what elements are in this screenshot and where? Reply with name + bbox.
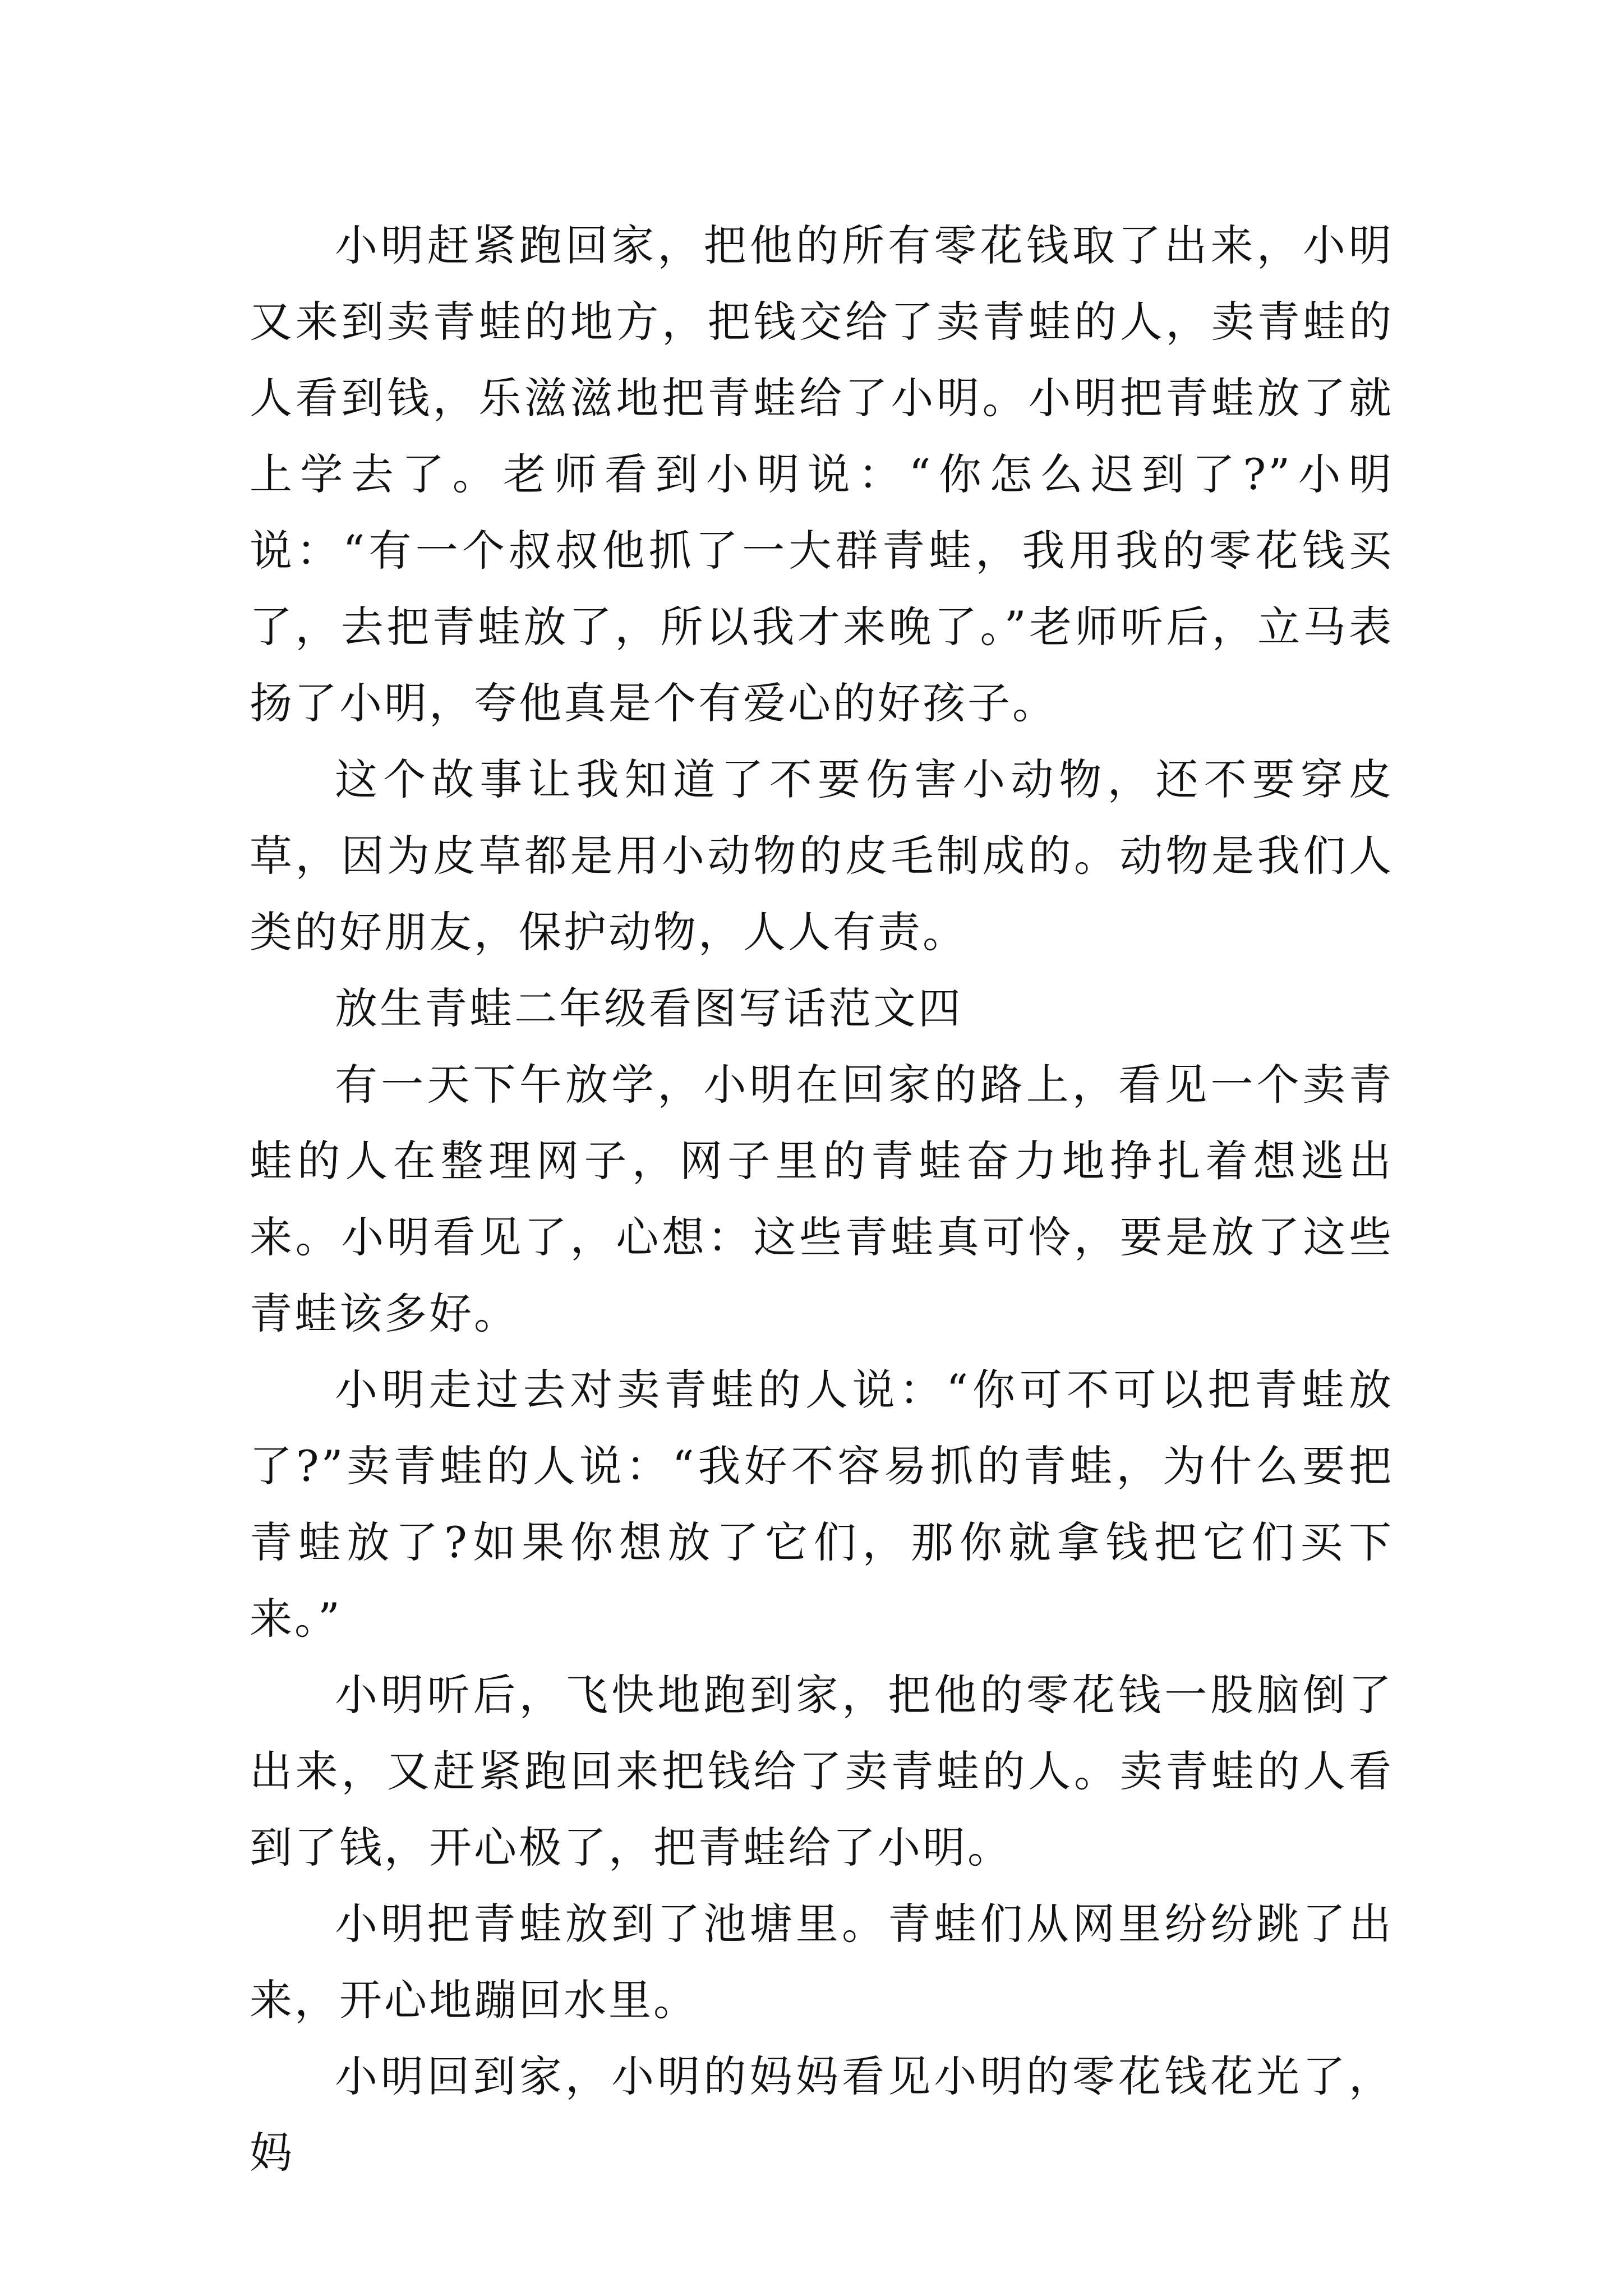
paragraph: 小明把青蛙放到了池塘里。青蛙们从网里纷纷跳了出来，开心地蹦回水里。 — [250, 1899, 1394, 2025]
body-text — [250, 208, 1394, 2191]
section-heading: 放生青蛙二年级看图写话范文四 — [335, 983, 963, 1033]
paragraph: 小明走过去对卖青蛙的人说：“你可不可以把青蛙放了?”卖青蛙的人说：“我好不容易抓的青蛙，为什么要把青蛙放了?如果你想放了它们，那你就拿钱把它们买下来。” — [250, 1365, 1394, 1644]
paragraph: 小明赶紧跑回家，把他的所有零花钱取了出来，小明又来到卖青蛙的地方，把钱交给了卖青蛙的人，卖青蛙的人看到钱，乐滋滋地把青蛙给了小明。小明把青蛙放了就上学去了。老师看到小明说：“你怎么迟到了?”小明说：“有一个叔叔他抓了一大群青蛙，我用我的零花钱买了，去把青蛙放了，所以我才来晚了。”老师听后，立马表扬了小明，夸他真是个有爱心的好孩子。 — [250, 220, 1394, 728]
paragraph: 这个故事让我知道了不要伤害小动物，还不要穿皮草，因为皮草都是用小动物的皮毛制成的。动物是我们人类的好朋友，保护动物，人人有责。 — [250, 754, 1394, 957]
paragraph: 有一天下午放学，小明在回家的路上，看见一个卖青蛙的人在整理网子，网子里的青蛙奋力地挣扎着想逃出来。小明看见了，心想：这些青蛙真可怜，要是放了这些青蛙该多好。 — [250, 1060, 1394, 1338]
paragraph: 小明回到家，小明的妈妈看见小明的零花钱花光了，妈 — [250, 2051, 1394, 2178]
paragraph: 小明听后，飞快地跑到家，把他的零花钱一股脑倒了出来，又赶紧跑回来把钱给了卖青蛙的人。卖青蛙的人看到了钱，开心极了，把青蛙给了小明。 — [250, 1670, 1394, 1872]
